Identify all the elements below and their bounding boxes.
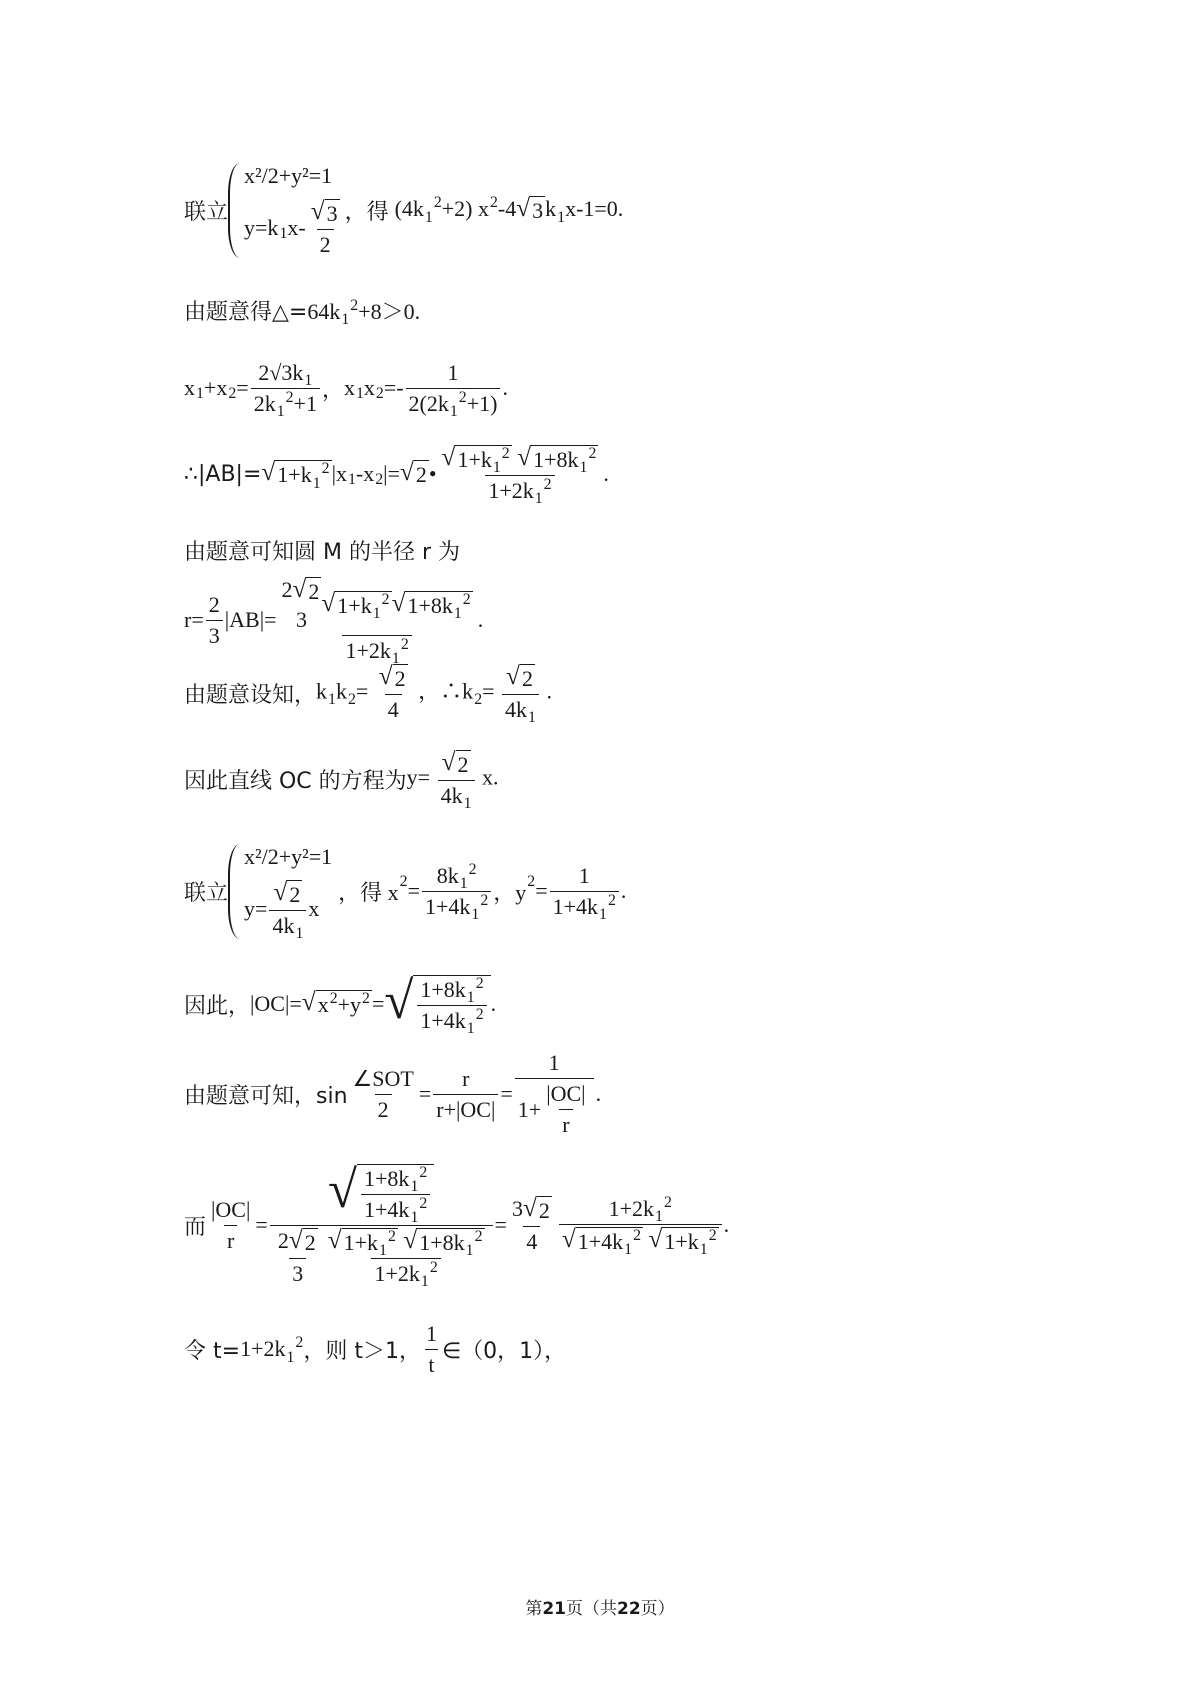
line-substitution: 令 t= $1+2k_1^2$ ，则 t＞1， $\frac{1}{t}$ ∈（0，1）， [184, 1320, 567, 1377]
end-dot: . [502, 375, 508, 400]
line-simultaneous-2: 联立 x²/2+y²=1 y= √ 2 $4k_1$ x ，得 x 2 = $\frac{8k_1^2}{1+4k_1^2}$ ，y 2 = $\frac{1}{1+4k_1^2}$ . [184, 843, 627, 943]
eq2-lhs: y=k [244, 215, 279, 240]
end-dot: . [595, 1081, 602, 1106]
sin-ang-den: 2 [375, 1094, 392, 1123]
ab-den: 1+2k [488, 477, 534, 503]
line-oc-length: 因此， |OC|= √ $x^2+y^2$ = √ $\frac{1+8k_1^2}{1+4k_1^2}$ . [184, 971, 497, 1038]
end-dot: . [546, 678, 552, 704]
ab-lead: ∴|AB|= [184, 461, 262, 487]
sum-den-tail: +1 [293, 390, 317, 416]
sol-sep: ，y [493, 879, 527, 905]
line-ratio: 而 $\frac{|OC|}{r}$ = √ $\frac{1+8k_1^2}{1+4k_1^2}$ 2 √ 2 3 √ $1+k_1^2$ √ $1+8k_1^2$ $1+2k_1^2$ = 3 √ 2 4 $1+2k_1^2$ √ $1+4k_1^2$ √ $1+k_1^2$ . [184, 1160, 730, 1291]
line-radius [184, 574, 484, 668]
mid-text: ，得 [344, 199, 389, 225]
ratio-lead: 而 [184, 1214, 207, 1240]
sin-r-den: r+|OC| [433, 1094, 498, 1123]
k-b: k [335, 678, 347, 704]
oc-x: x. [482, 764, 499, 790]
equation-system [228, 163, 345, 258]
ratio-oc: |OC| [211, 1196, 251, 1222]
eq2-tail: x- [287, 215, 306, 240]
ratio-c: 2 [277, 1227, 289, 1253]
line-discriminant: 由题意得△= $64k_1^2+8>0$. [184, 290, 420, 330]
oclen-lead: 因此， [184, 993, 251, 1019]
res-d: k [545, 196, 557, 221]
ab-num-a: 1+k [457, 446, 492, 472]
sin-ang: ∠SOT [352, 1065, 414, 1091]
prod-fraction: $\frac{1}{2(2k_1^2+1)}$ [406, 360, 501, 417]
ratio-top-den: 1+4k [364, 1196, 410, 1222]
sub-expr: 1+2k [240, 1336, 286, 1361]
line-slopes: 由题意设知， $k_1k_2=$ √ 2 4 ，$\therefore k_2=$ √ 2 $4k_1$ . [184, 661, 552, 727]
ratio-bden: 1+2k [374, 1260, 420, 1286]
r-den: 1+2k [345, 637, 391, 663]
ratio-b2: 1+8k [419, 1229, 465, 1255]
oclen-eq: = [371, 991, 385, 1016]
ratio-res-num: 1+2k [608, 1195, 655, 1221]
ratio-res-c: 3 [511, 1195, 523, 1221]
oclen-r1: x [317, 992, 329, 1017]
ratio-res-d2: 1+k [664, 1228, 699, 1254]
slope-den1: 4 [385, 694, 402, 723]
oclen-oc: |OC|= [250, 991, 302, 1016]
ratio-top-num: 1+8k [364, 1165, 410, 1191]
disc-expr: 64k [307, 298, 341, 324]
footer-mid: 页（共 [566, 1599, 617, 1619]
ab-mid3: |= [383, 461, 400, 486]
footer-post: 页） [640, 1599, 675, 1619]
result-expression: $(4k_1^2+2)$ $x^2-4$ √ 3 $k_1x-1=0$. [394, 194, 624, 226]
line-oc-equation: 因此直线 OC 的方程为 y= √ 2 $4k_1$ x. [184, 747, 499, 813]
res-c: -4 [497, 196, 517, 221]
page-footer [0, 1594, 1200, 1619]
end-dot: . [477, 607, 484, 632]
disc-tail: +8＞0. [358, 298, 421, 324]
r-frac-den: 3 [206, 620, 223, 649]
end-dot: . [603, 461, 609, 486]
eq: = [355, 678, 369, 704]
sin-inner-den: r [559, 1109, 572, 1138]
sol-y-num: 1 [578, 862, 590, 888]
sin-lead: 由题意可知，sin [184, 1083, 348, 1109]
slope-den2: 4k [505, 696, 528, 722]
sin-r: r [462, 1065, 470, 1091]
end-dot: . [723, 1212, 730, 1237]
frac-den: 2 [317, 229, 334, 258]
disc-text: 由题意得△= [184, 299, 308, 325]
ratio-r: r [224, 1225, 237, 1254]
res-sqrt: 3 [532, 198, 544, 223]
radius-intro-text: 由题意可知圆 M 的半径 r 为 [184, 539, 460, 565]
equation-system-2: x²/2+y²=1 y= √ 2 $4k_1$ x [228, 844, 332, 939]
ratio-res-d1: 1+4k [577, 1228, 624, 1254]
sub-t: t [425, 1349, 437, 1378]
sub-tail: ∈（0，1）， [441, 1338, 567, 1364]
r-rad-b: 1+8k [407, 592, 453, 618]
sum-den: 2k [253, 390, 276, 416]
lead-text: 联立 [184, 199, 229, 225]
ab-sqrt2: 2 [415, 462, 427, 487]
system2-x: x [308, 896, 320, 921]
sol-x-den: 1+4k [425, 893, 471, 919]
sqrt-arg: 3 [326, 200, 338, 226]
system-eq-1: x²/2+y²=1 [244, 162, 333, 188]
line-simultaneous-1 [184, 150, 623, 270]
oclen-r1b: +y [337, 992, 362, 1017]
system2-eq-1: x²/2+y²=1 [244, 843, 333, 869]
oc-den: 4k [440, 782, 463, 808]
sol-y-den: 1+4k [552, 893, 599, 919]
res-e: x-1=0. [565, 196, 624, 221]
sin-one: 1 [548, 1050, 560, 1075]
sub-mid: ，则 t＞1， [303, 1338, 421, 1364]
prod-den-tail: +1) [466, 390, 498, 416]
sub-lead: 令 t= [184, 1338, 241, 1364]
k-a: k [316, 678, 328, 704]
sum-lhs: x [184, 375, 195, 400]
r-lead: r= [184, 607, 204, 632]
ab-num-b: 1+8k [533, 446, 579, 472]
oc-lead: 因此直线 OC 的方程为 [184, 768, 407, 794]
ab-mid: |x [331, 461, 347, 486]
ratio-b1: 1+k [343, 1229, 379, 1255]
line-vieta: x 1 +x 2 = $\frac{2√3k_1}{2k_1^2+1}$ ， x 1 x 2 =- $\frac{1}{2(2k_1^2+1)}$ . [184, 359, 508, 421]
r-big-fraction: 2 √ 2 3 √ $1+k_1^2$ √ $1+8k_1^2$ $1+2k_1^2$ [281, 574, 471, 668]
ratio-res-den: 4 [523, 1226, 540, 1255]
r-c-num: 2 [281, 576, 293, 602]
sol-x-num: 8k [436, 862, 459, 888]
oc-y: y= [406, 764, 431, 790]
system-eq-2: y=k 1 x- √ 3 2 [244, 199, 345, 258]
prod-num: 1 [447, 359, 459, 385]
therefore: ，∴k [418, 678, 474, 704]
res-b: +2) x [441, 196, 489, 221]
footer-pre: 第 [525, 1599, 543, 1619]
ratio-c-den: 3 [289, 1258, 306, 1287]
sep: ， [321, 377, 344, 403]
system2-den: 4k [272, 912, 295, 938]
sum-fraction: $\frac{2√3k_1}{2k_1^2+1}$ [251, 360, 320, 417]
ab-mid2: -x [355, 461, 375, 486]
sol-mid: ，得 x [338, 879, 399, 905]
ratio-complex-fraction: √ $\frac{1+8k_1^2}{1+4k_1^2}$ 2 √ 2 3 √ $1+k_1^2$ √ $1+8k_1^2$ $1+2k_1^2$ [270, 1164, 493, 1287]
res-a: (4k [394, 196, 424, 221]
brace-icon [228, 163, 240, 258]
end-dot: . [490, 991, 497, 1016]
ab-fraction: √ $1+k_1^2$ √ $1+8k_1^2$ $1+2k_1^2$ [441, 442, 597, 508]
oclen-num: 1+8k [420, 976, 466, 1002]
lead-text-2: 联立 [184, 880, 229, 906]
sin-inner-one: 1+ [517, 1096, 542, 1122]
r-frac-num: 2 [208, 591, 220, 617]
footer-page-number: 21 [542, 1599, 566, 1619]
sum-num: 2√3k [258, 359, 304, 385]
fraction: √ 3 2 [310, 196, 338, 257]
brace-icon [228, 844, 240, 939]
sin-inner-num: |OC| [546, 1081, 586, 1106]
system2-eq2: y= [244, 896, 268, 921]
line-sin-half-angle: 由题意可知，sin $\frac{\text{∠SOT}}{2}$ = $\frac{r}{r+|OC|}$ = 1 1+ $\frac{|OC|}{r}$ . [184, 1050, 602, 1137]
prod-den: 2(2k [408, 390, 449, 416]
sub-one: 1 [425, 1320, 437, 1346]
slopes-lead: 由题意设知， [184, 682, 317, 708]
ab-dot: • [428, 461, 437, 486]
r-rad-a: 1+k [337, 592, 372, 618]
footer-total: 22 [617, 1599, 641, 1619]
line-radius-intro [184, 530, 460, 570]
r-mid: |AB|= [224, 607, 277, 632]
line-ab-length: ∴|AB|= √ $1+k_1^2$ |x 1 -x 2 |= √ 2 • √ $1+k_1^2$ √ $1+8k_1^2$ $1+2k_1^2$ . [184, 442, 609, 508]
end-dot: . [620, 878, 627, 903]
oclen-den: 1+4k [420, 1007, 466, 1033]
r-c-den: 3 [295, 606, 307, 632]
